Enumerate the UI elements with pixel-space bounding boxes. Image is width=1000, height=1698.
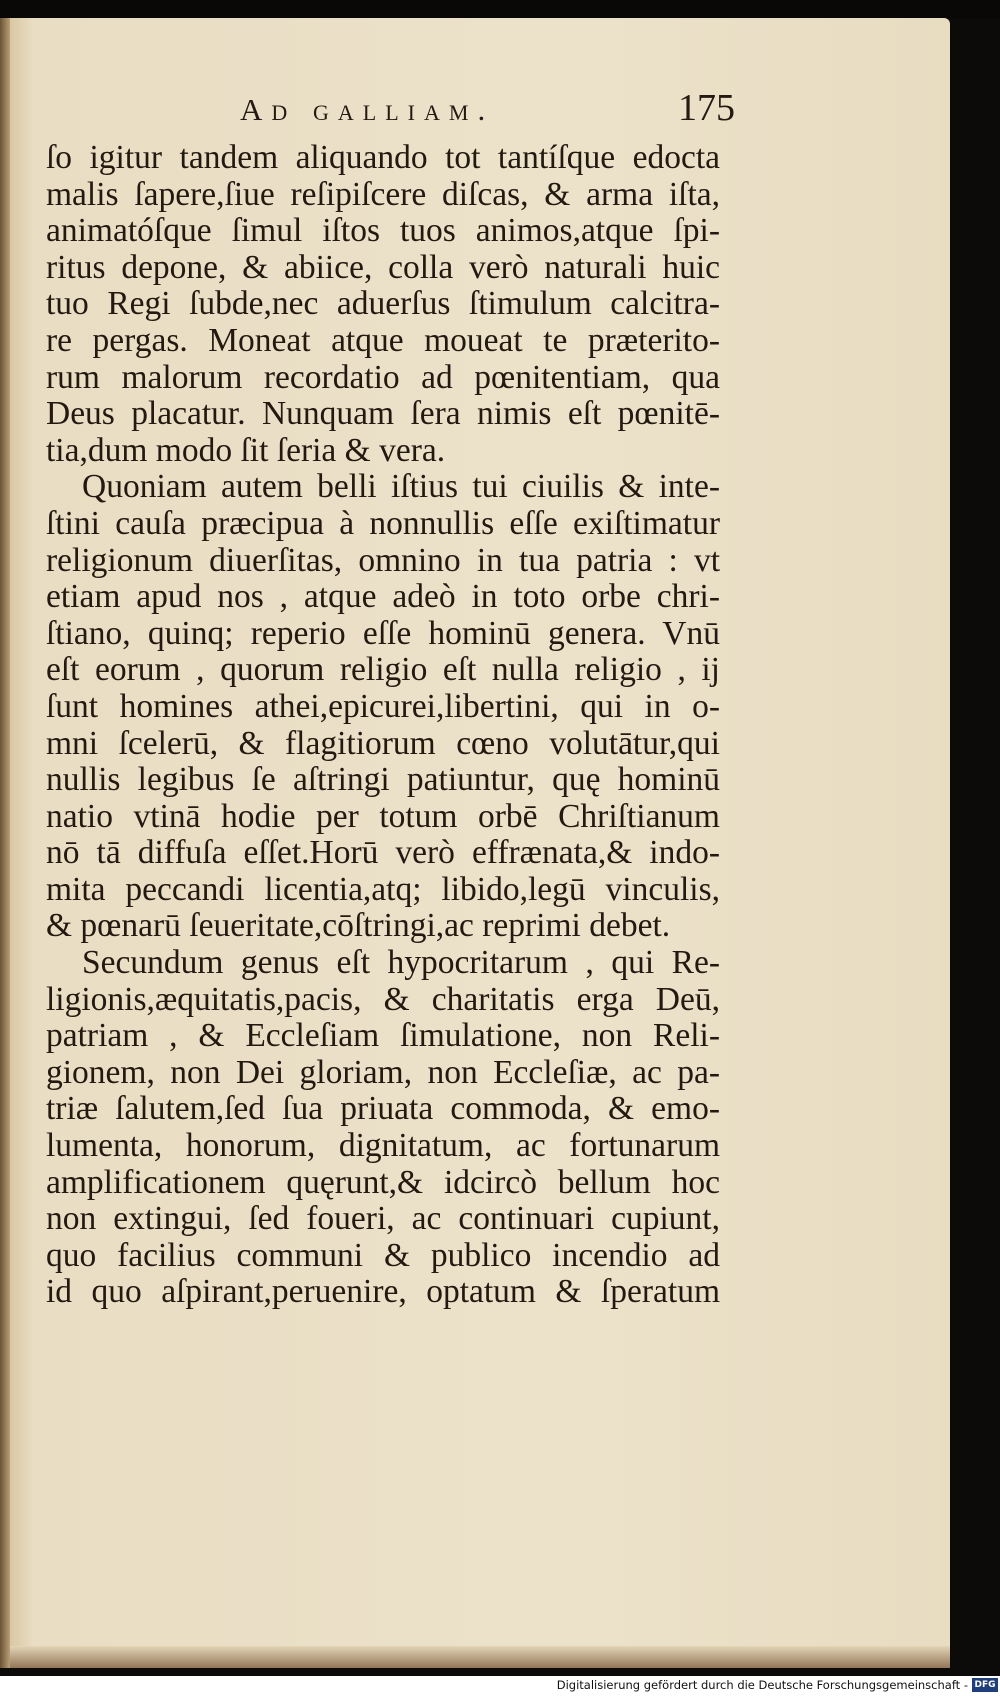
body-text [46, 140, 720, 1311]
text-line: amplificationem quęrunt,& idcircò bellum hoc [46, 1164, 720, 1201]
text-line: nō tā diffuſa eſſet.Horū verò effrænata,& indo- [46, 835, 720, 872]
page-bottom-edge [0, 1646, 950, 1668]
text-line: Secundum genus eſt hypocritarum , qui Re- [82, 945, 720, 982]
text-line: rum malorum recordatio ad pœnitentiam, qua [46, 359, 720, 396]
text-line: ſunt homines athei,epicurei,libertini, qui in o- [46, 688, 720, 725]
dfg-logo: DFG [972, 1678, 998, 1692]
text-line: ligionis,æquitatis,pacis, & charitatis erga Deū, [46, 981, 720, 1018]
text-line: Deus placatur. Nunquam ſera nimis eſt pœnitē- [46, 396, 720, 433]
running-head: Ad galliam. [240, 92, 495, 127]
text-line: tuo Regi ſubde,nec aduerſus ſtimulum calcitra- [46, 286, 720, 323]
text-line: ritus depone, & abiice, colla verò naturali huic [46, 249, 720, 286]
text-line: etiam apud nos , atque adeò in toto orbe chri- [46, 579, 720, 616]
text-line: re pergas. Moneat atque moueat te præterito- [46, 322, 720, 359]
page-header [240, 86, 840, 136]
text-line: & pœnarū ſeueritate,cōſtringi,ac reprimi debet. [46, 908, 671, 945]
text-line: ſtiano, quinq; reperio eſſe hominū genera. Vnū [46, 615, 720, 652]
text-line: religionum diuerſitas, omnino in tua patria : vt [46, 542, 720, 579]
text-line: eſt eorum , quorum religio eſt nulla religio , ij [46, 652, 720, 689]
text-line: ſo igitur tandem aliquando tot tantíſque edocta [46, 140, 720, 176]
footer-bar [0, 1676, 1000, 1698]
scan-top-border [0, 0, 1000, 18]
text-line: mita peccandi licentia,atq; libido,legū vinculis, [46, 871, 720, 908]
text-line: lumenta, honorum, dignitatum, ac fortunarum [46, 1128, 720, 1165]
text-line: patriam , & Eccleſiam ſimulatione, non Reli- [46, 1018, 720, 1055]
text-line: animatóſque ſimul iſtos tuos animos,atque ſpi- [46, 213, 720, 250]
text-line: non extingui, ſed foueri, ac continuari cupiunt, [46, 1201, 720, 1238]
text-line: nullis legibus ſe aſtringi patiuntur, quę hominū [46, 762, 720, 799]
text-line: natio vtinā hodie per totum orbē Chriſtianum [46, 798, 720, 835]
text-line: mni ſcelerū, & flagitiorum cœno volutātur,qui [46, 725, 720, 762]
page-gutter-shadow [0, 18, 10, 1668]
text-line: malis ſapere,ſiue reſipiſcere diſcas, & arma iſta, [46, 176, 720, 213]
text-line: tia,dum modo ſit ſeria & vera. [46, 432, 446, 469]
text-line: Quoniam autem belli iſtius tui ciuilis & inte- [82, 469, 720, 506]
page-number: 175 [678, 87, 735, 129]
text-line: gionem, non Dei gloriam, non Eccleſiæ, ac pa- [46, 1054, 720, 1091]
funding-credit: Digitalisierung gefördert durch die Deutsche Forschungsgemeinschaft - [556, 1678, 968, 1692]
text-line: id quo aſpirant,peruenire, optatum & ſperatum [46, 1274, 720, 1311]
text-line: quo facilius communi & publico incendio ad [46, 1237, 720, 1274]
text-line: triæ ſalutem,ſed ſua priuata commoda, & emo- [46, 1091, 720, 1128]
text-line: ſtini cauſa præcipua à nonnullis eſſe exiſtimatur [46, 505, 720, 542]
